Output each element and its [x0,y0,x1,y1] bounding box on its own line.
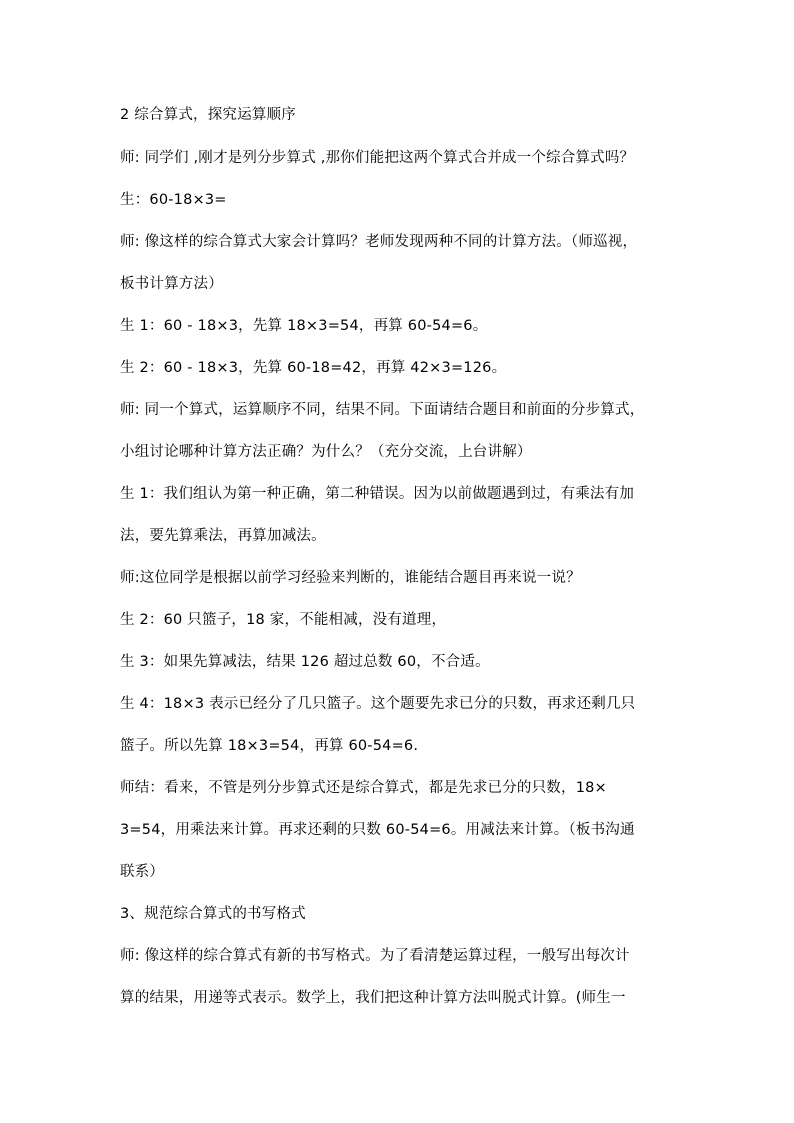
paragraph-line: 师: 像这样的综合算式大家会计算吗？老师发现两种不同的计算方法。（师巡视， [120,234,638,250]
paragraph-line: 小组讨论哪种计算方法正确？为什么？（充分交流，上台讲解） [120,444,532,460]
paragraph-line: 师: 同一个算式，运算顺序不同，结果不同。下面请结合题目和前面的分步算式， [120,402,645,418]
paragraph-line: 师: 像这样的综合算式有新的书写格式。为了看清楚运算过程，一般写出每次计 [120,948,630,964]
paragraph-line: 算的结果，用递等式表示。数学上，我们把这种计算方法叫脱式计算。(师生一 [120,990,626,1006]
paragraph-line: 师结：看来，不管是列分步算式还是综合算式，都是先求已分的只数，18× [120,780,607,796]
paragraph-line: 生 1：我们组认为第一种正确，第二种错误。因为以前做题遇到过，有乘法有加 [120,486,635,502]
paragraph-line: 师:这位同学是根据以前学习经验来判断的，谁能结合题目再来说一说？ [120,570,581,586]
paragraph-line: 生 2：60 只篮子，18 家，不能相减，没有道理， [120,612,447,628]
section-heading: 3、规范综合算式的书写格式 [120,906,306,922]
paragraph-line: 生 4：18×3 表示已经分了几只篮子。这个题要先求已分的只数，再求还剩几只 [120,696,636,712]
paragraph-line: 生 2：60 - 18×3，先算 60-18=42，再算 42×3=126。 [120,360,507,376]
paragraph-line: 3=54，用乘法来计算。再求还剩的只数 60-54=6。用减法来计算。（板书沟通 [120,822,635,838]
section-heading: 2 综合算式，探究运算顺序 [120,107,296,123]
paragraph-line: 法，要先算乘法，再算加减法。 [120,528,326,544]
paragraph-line: 篮子。所以先算 18×3=54，再算 60-54=6. [120,738,419,754]
paragraph-line: 联系） [120,864,165,880]
paragraph-line: 板书计算方法） [120,276,223,292]
paragraph-line: 师: 同学们 ,刚才是列分步算式 ,那你们能把这两个算式合并成一个综合算式吗？ [120,150,635,166]
paragraph-line: 生 1：60 - 18×3，先算 18×3=54，再算 60-54=6。 [120,318,488,334]
paragraph-line: 生：60-18×3= [120,192,227,208]
paragraph-line: 生 3：如果先算减法，结果 126 超过总数 60，不合适。 [120,654,490,670]
